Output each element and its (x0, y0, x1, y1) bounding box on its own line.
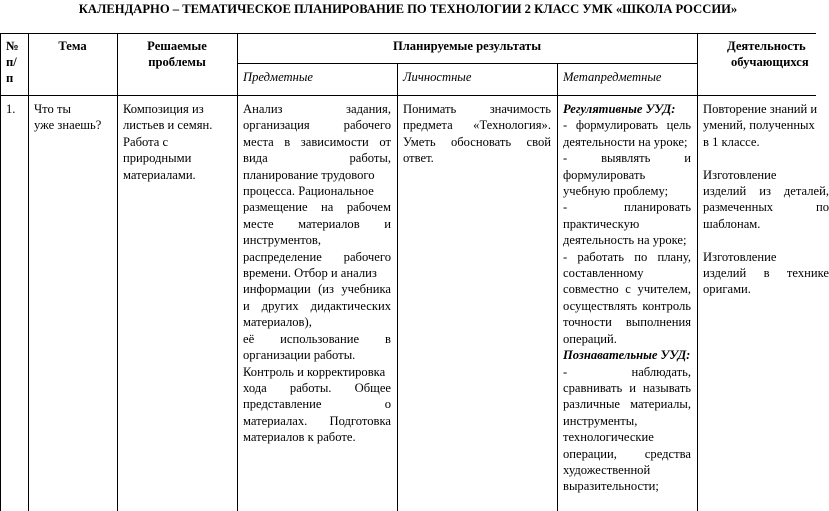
subheader-subject: Предметные (243, 70, 313, 84)
row-topic: Что ты уже знаешь? (34, 102, 102, 133)
cognitive-heading: Познавательные УУД: (563, 348, 691, 363)
row-personal-results: Понимать значимость предмета «Технология». Уметь обосновать свой ответ. (403, 102, 551, 166)
row-meta-results: Регулятивные УУД: - формулировать цель деятельности на уроке; - выявлять и формулировать учебную проблему; - планировать практическую деятельность на уроке; - работать по плану, составленному совместно с учителем, осуществлять контроль точности выполнения операций. Познавательные УУД: - наблюдать, сравнивать и называть различные материалы, инструменты, технологические операции, средства художественной выразительности; (563, 102, 691, 494)
row-subject-results: Анализ задания, организация рабочего места в зависимости от вида работы, планирование трудового процесса. Рациональное размещение на рабочем месте материалов и инструментов, распределение рабочего времени. Отбор и анализ информации (из учебника и других дидактических материалов), её использование в организации работы. Контроль и корректировка хода работы. Общее представление о материалах. Подготовка материалов к работе. (243, 102, 391, 445)
header-bottom-border (0, 95, 816, 96)
header-topic: Тема (58, 39, 87, 53)
header-problems: Решаемые проблемы (147, 39, 207, 69)
row-num: 1. (6, 102, 16, 116)
document-title: КАЛЕНДАРНО – ТЕМАТИЧЕСКОЕ ПЛАНИРОВАНИЕ ПО ТЕХНОЛОГИИ 2 КЛАСС УМК «ШКОЛА РОССИИ» (78, 2, 738, 16)
row-activity: Повторение знаний и умений, полученных в 1 классе. Изготовление изделий из деталей, размеченных по шаблонам. Изготовление изделий в технике оригами. (703, 102, 829, 297)
header-planned-results: Планируемые результаты (392, 39, 542, 53)
regulative-heading: Регулятивные УУД: (563, 102, 676, 116)
subheader-meta: Метапредметные (563, 70, 662, 84)
table-top-border (0, 33, 816, 34)
header-num: № п/ п (6, 39, 19, 85)
row-problems: Композиция из листьев и семян. Работа с природными материалами. (123, 102, 213, 182)
header-activity: Деятельность обучающихся (727, 39, 809, 69)
subheader-personal: Личностные (403, 70, 472, 84)
